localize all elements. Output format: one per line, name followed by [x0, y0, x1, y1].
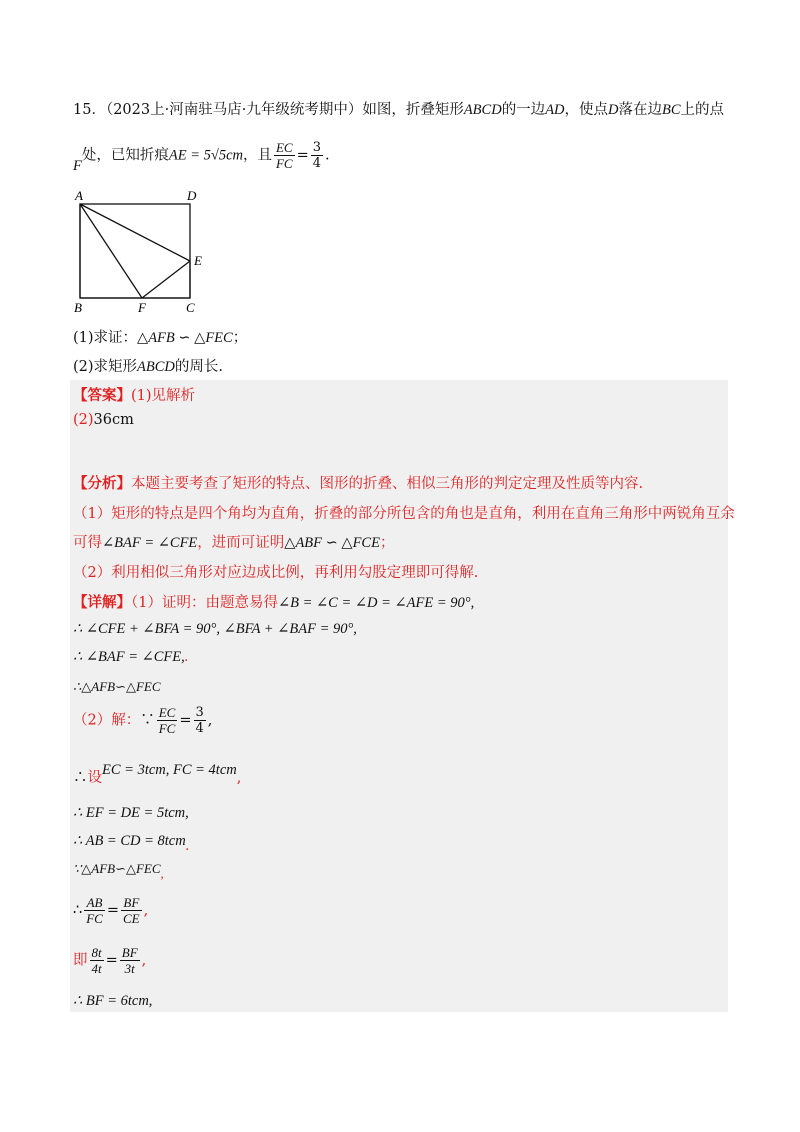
detail-line-1: 【详解】（1）证明：由题意易得∠B = ∠C = ∠D = ∠AFE = 90°,	[73, 594, 475, 611]
question-number: 15．	[73, 102, 106, 118]
question-line-2: F处，已知折痕AE = 5√5cm，且 $\frac{EC}{FC}$ = $\frac{3}{4}$ .	[73, 140, 330, 174]
analysis-tag: 【分析】	[73, 475, 131, 492]
analysis-part1-line2: 可得∠BAF = ∠CFE，进而可证明△ABF ∽ △FCE；	[73, 535, 395, 551]
detail-line-4: ∴△AFB∽△FEC	[73, 679, 161, 694]
detail-line-11: 即 $\frac{8t}{4t}$ = $\frac{BF}{3t}$ ,	[73, 945, 147, 976]
analysis-part1-line1: （1）矩形的特点是四个角均为直角，折叠的部分所包含的角也是直角，利用在直角三角形中两锐角互余	[73, 506, 735, 522]
label-c: C	[186, 300, 195, 313]
label-a: A	[75, 188, 83, 203]
detail-tag: 【详解】	[73, 594, 131, 611]
geometry-figure	[70, 188, 220, 313]
detail-line-5: （2）解：∵ $\frac{EC}{FC}$ = $\frac{3}{4}$ ,	[73, 705, 213, 736]
detail-line-2: ∴ ∠CFE + ∠BFA = 90°, ∠BFA + ∠BAF = 90°,	[73, 621, 357, 637]
detail-line-12: ∴ BF = 6tcm,	[73, 993, 153, 1009]
given-ratio: $\frac{EC}{FC}$	[275, 140, 293, 171]
rectangle-abcd	[80, 204, 190, 298]
detail-line-9: ∵△AFB∽△FEC,	[73, 861, 164, 881]
analysis-part2: （2）利用相似三角形对应边成比例，再利用勾股定理即可得解.	[73, 565, 479, 581]
label-b: B	[74, 300, 82, 313]
question-source: （2023上·河南驻马店·九年级统考期中）	[105, 102, 363, 118]
label-f: F	[138, 300, 146, 313]
label-d: D	[187, 188, 197, 203]
detail-line-6: ∴设EC = 3tcm, FC = 4tcm,	[73, 762, 242, 786]
answer-line-2: (2)36cm	[73, 412, 134, 428]
detail-line-7: ∴ EF = DE = 5tcm,	[73, 805, 189, 821]
question-line-1: 15．（2023上·河南驻马店·九年级统考期中）如图，折叠矩形ABCD的一边AD，使点D落在边BC上的点	[73, 102, 725, 118]
answer-line-1: 【答案】(1)见解析	[73, 387, 196, 404]
segment-ae	[80, 204, 190, 261]
part-1: (1)求证：△AFB ∽ △FEC；	[73, 330, 248, 346]
part-2: (2)求矩形ABCD的周长.	[73, 359, 224, 375]
crease-length: AE = 5√5cm	[168, 147, 243, 164]
detail-line-3: ∴ ∠BAF = ∠CFE,.	[73, 649, 189, 665]
detail-line-8: ∴ AB = CD = 8tcm.	[73, 833, 190, 854]
analysis-intro: 【分析】本题主要考查了矩形的特点、图形的折叠、相似三角形的判定定理及性质等内容.	[73, 475, 644, 492]
label-e: E	[194, 253, 202, 268]
answer-tag: 【答案】	[73, 387, 131, 404]
segment-af	[80, 204, 142, 298]
segment-fe	[142, 261, 190, 298]
detail-line-10: ∴ $\frac{AB}{FC}$ = $\frac{BF}{CE}$ ,	[73, 895, 149, 926]
